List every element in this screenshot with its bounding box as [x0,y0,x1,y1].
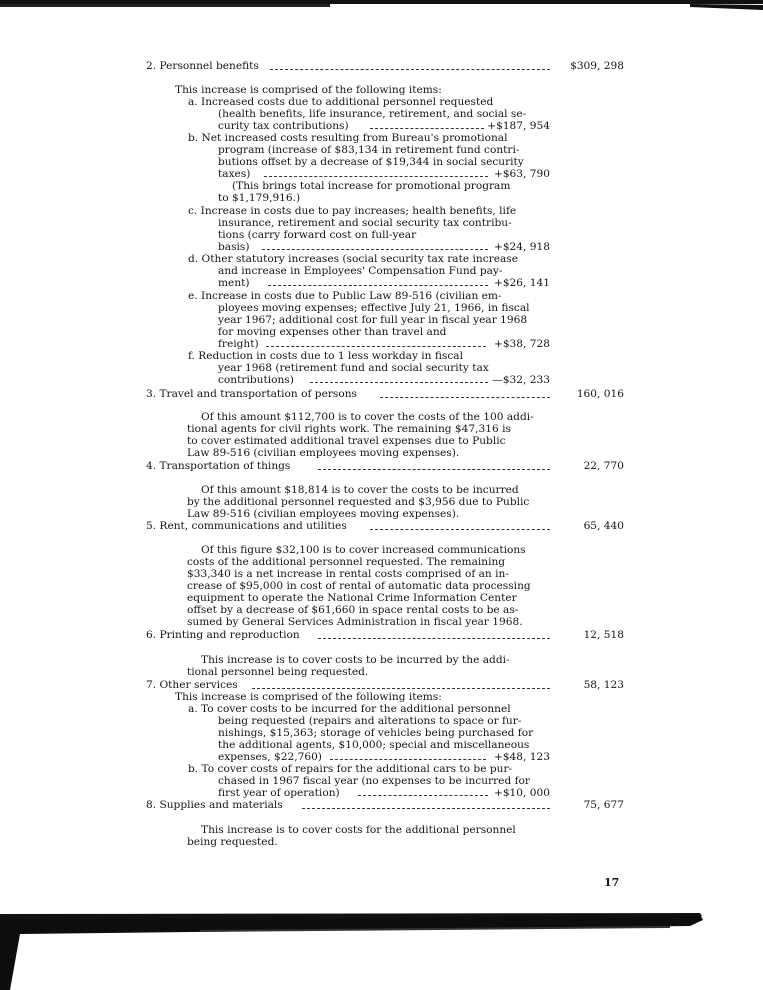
item-label: 3. Travel and transportation of persons [146,388,357,400]
other-a-total [218,751,550,763]
travel-text-2: tional agents for civil rights work. The remaining $47,316 is [187,423,511,435]
item-label: 7. Other services [146,679,238,691]
item-amount: 58, 123 [583,679,624,691]
item-amount: $309, 298 [570,60,624,72]
other-a-line-2: being requested (repairs and alterations to space or fur- [218,715,522,727]
benefits-b-amount: +$63, 790 [493,168,550,180]
item-transportation-of-things [146,460,624,473]
benefits-b-line-3: butions offset by a decrease of $19,344 in social security [218,156,524,168]
rent-text-4: crease of $95,000 in cost of rental of automatic data processing [187,580,531,592]
travel-text-3: to cover estimated additional travel expenses due to Public [187,435,506,447]
rent-text-2: costs of the additional personnel requested. The remaining [187,556,506,568]
supplies-text-2: being requested. [187,836,278,848]
benefits-a-line-1: a. Increased costs due to additional personnel requested [188,96,494,108]
printing-text-1: This increase is to cover costs to be incurred by the addi- [201,654,510,666]
rent-text-1: Of this figure $32,100 is to cover increased communications [201,544,526,556]
item-supplies [146,799,624,812]
item-label: 5. Rent, communications and utilities [146,520,347,532]
item-label: 8. Supplies and materials [146,799,283,811]
rent-text-5: equipment to operate the National Crime Information Center [187,592,517,604]
benefits-c-line-4: basis) [218,241,250,253]
benefits-b-line-4: taxes) [218,168,251,180]
item-rent-communications [146,520,624,533]
item-travel [146,388,624,401]
benefits-intro: This increase is comprised of the following items: [175,84,442,96]
benefits-c-line-2: insurance, retirement and social security tax contribu- [218,217,512,229]
benefits-f-total [218,374,550,386]
other-a-line-1: a. To cover costs to be incurred for the additional personnel [188,703,511,715]
other-intro: This increase is comprised of the following items: [175,691,442,703]
benefits-c-line-1: c. Increase in costs due to pay increases; health benefits, life [188,205,517,217]
other-a-line-5: expenses, $22,760) [218,751,322,763]
item-label: 6. Printing and reproduction [146,629,300,641]
benefits-f-line-3: contributions) [218,374,294,386]
transport-text-1: Of this amount $18,814 is to cover the costs to be incurred [201,484,519,496]
benefits-c-amount: +$24, 918 [493,241,550,253]
travel-text-1: Of this amount $112,700 is to cover the costs of the 100 addi- [201,411,534,423]
benefits-e-line-2: ployees moving expenses; effective July 21, 1966, in fiscal [218,302,530,314]
rent-text-3: $33,340 is a net increase in rental costs comprised of an in- [187,568,509,580]
benefits-d-line-1: d. Other statutory increases (social security tax rate increase [188,253,518,265]
benefits-f-line-1: f. Reduction in costs due to 1 less workday in fiscal [188,350,464,362]
benefits-b-total [218,168,550,180]
item-amount: 75, 677 [583,799,624,811]
other-b-amount: +$10, 000 [493,787,550,799]
travel-text-4: Law 89-516 (civilian employees moving expenses). [187,447,460,459]
benefits-e-line-3: year 1967; additional cost for full year in fiscal year 1968 [218,314,528,326]
benefits-d-line-3: ment) [218,277,250,289]
printing-text-2: tional personnel being requested. [187,666,369,678]
transport-text-2: by the additional personnel requested and $3,956 due to Public [187,496,530,508]
benefits-e-line-5: freight) [218,338,259,350]
other-a-line-3: nishings, $15,363; storage of vehicles being purchased for [218,727,534,739]
other-b-line-2: chased in 1967 fiscal year (no expenses to be incurred for [218,775,530,787]
transport-text-3: Law 89-516 (civilian employees moving expenses). [187,508,460,520]
benefits-e-total [218,338,550,350]
benefits-f-amount: —$32, 233 [492,374,550,386]
benefits-a-line-2: (health benefits, life insurance, retirement, and social se- [218,108,527,120]
benefits-b-note-2: to $1,179,916.) [218,192,301,204]
item-amount: 12, 518 [583,629,624,641]
item-amount: 22, 770 [583,460,624,472]
benefits-f-line-2: year 1968 (retirement fund and social security tax [218,362,489,374]
item-label: 4. Transportation of things [146,460,291,472]
benefits-b-note-1: (This brings total increase for promotional program [232,180,511,192]
benefits-a-total [218,120,550,132]
rent-text-7: sumed by General Services Administration in fiscal year 1968. [187,616,523,628]
benefits-e-line-4: for moving expenses other than travel and [218,326,447,338]
benefits-d-line-2: and increase in Employees' Compensation Fund pay- [218,265,503,277]
benefits-c-total [218,241,550,253]
other-b-total [218,787,550,799]
rent-text-6: offset by a decrease of $61,660 in space rental costs to be as- [187,604,519,616]
other-a-line-4: the additional agents, $10,000; special and miscellaneous [218,739,530,751]
benefits-b-line-1: b. Net increased costs resulting from Bureau's promotional [188,132,508,144]
scan-bottom-edge [0,900,763,990]
item-label: 2. Personnel benefits [146,60,259,72]
benefits-d-total [218,277,550,289]
scan-top-edge [0,0,763,10]
benefits-c-line-3: tions (carry forward cost on full-year [218,229,417,241]
benefits-b-line-2: program (increase of $83,134 in retirement fund contri- [218,144,520,156]
benefits-e-amount: +$38, 728 [493,338,550,350]
benefits-a-line-3: curity tax contributions) [218,120,349,132]
supplies-text-1: This increase is to cover costs for the additional personnel [201,824,516,836]
page-number: 17 [604,876,620,889]
benefits-e-line-1: e. Increase in costs due to Public Law 89-516 (civilian em- [188,290,502,302]
benefits-a-amount: +$187, 954 [487,120,550,132]
item-personnel-benefits [146,60,624,73]
item-amount: 65, 440 [583,520,624,532]
other-b-line-1: b. To cover costs of repairs for the additional cars to be pur- [188,763,513,775]
other-a-amount: +$48, 123 [493,751,550,763]
benefits-d-amount: +$26, 141 [493,277,550,289]
other-b-line-3: first year of operation) [218,787,340,799]
item-amount: 160, 016 [576,388,624,400]
item-printing [146,629,624,642]
